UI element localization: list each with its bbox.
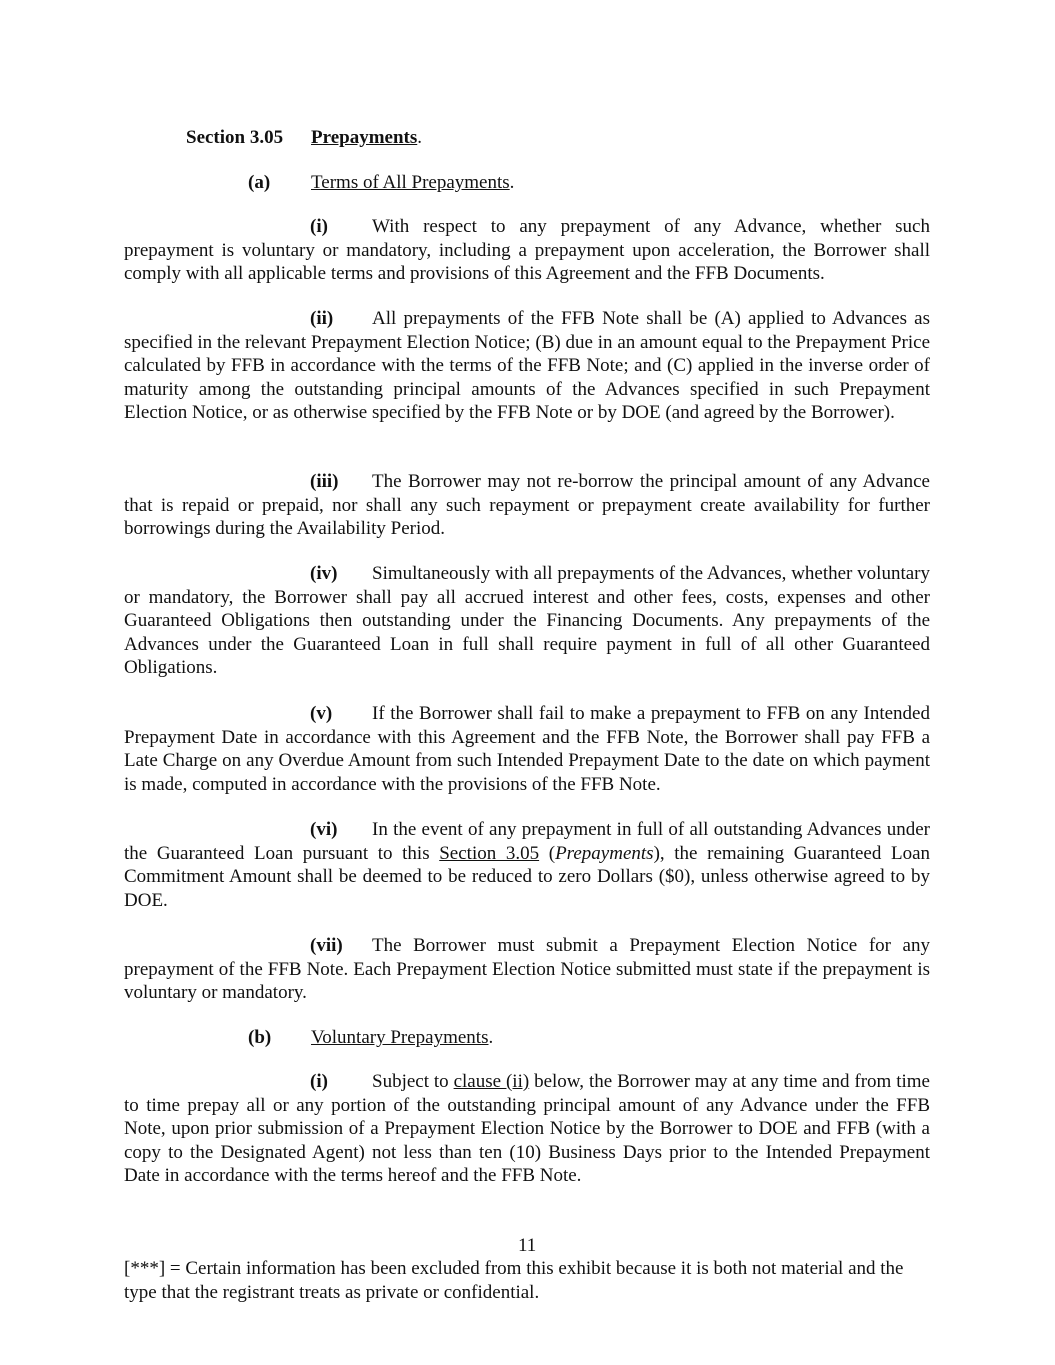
section-reference-italic: Prepayments: [555, 842, 654, 864]
subsection-b-title-text: Voluntary Prepayments: [311, 1027, 489, 1048]
paragraph-a-i: [124, 215, 930, 286]
subsection-a-title-text: Terms of All Prepayments: [311, 172, 510, 193]
section-number: Section 3.05: [186, 127, 284, 148]
paragraph-a-i-label: (i): [310, 216, 328, 237]
paragraph-a-vi-text-3: ), the remaining Guaranteed Loan Commitment Amount shall be deemed to be reduced to zero Dollars ($0), unless otherwise agreed to by DOE.: [124, 842, 931, 911]
subsection-b-label: (b): [248, 1027, 272, 1048]
paragraph-a-vii-label: (vii): [310, 935, 343, 956]
paragraph-a-iv: [124, 562, 930, 680]
paragraph-a-vii-text: The Borrower must submit a Prepayment Election Notice for any prepayment of the FFB Note. Each Prepayment Election Notice submitted must state if the prepayment is voluntary or mandatory.: [124, 935, 930, 1004]
paragraph-a-v-label: (v): [310, 703, 333, 724]
subsection-a-label: (a): [248, 172, 271, 193]
subsection-b-period: .: [488, 1027, 494, 1048]
subsection-b-title: [311, 1026, 493, 1050]
paragraph-b-i: [124, 1070, 930, 1188]
paragraph-a-vi: [124, 818, 930, 912]
paragraph-a-ii-label: (ii): [310, 308, 334, 329]
paragraph-a-v-text: If the Borrower shall fail to make a prepayment to FFB on any Intended Prepayment Date in accordance with this Agreement and the FFB Note, the Borrower shall pay FFB a Late Charge on any Overdue Amount from such Intended Prepayment Date to the date on which payment is made, computed in accordance with the provisions of the FFB Note.: [124, 703, 930, 795]
paragraph-a-iv-label: (iv): [310, 563, 338, 584]
paragraph-a-i-text: With respect to any prepayment of any Advance, whether such prepayment is voluntary or mandatory, including a prepayment upon acceleration, the Borrower shall comply with all applicable terms and provisions of this Agreement and the FFB Documents.: [124, 216, 930, 285]
section-title-period: .: [417, 127, 422, 148]
paragraph-a-iv-text: Simultaneously with all prepayments of the Advances, whether voluntary or mandatory, the Borrower shall pay all accrued interest and other fees, costs, expenses and other Guaranteed Obligations then outstanding under the Financing Documents. Any prepayments of the Advances under the Guaranteed Loan in full shall require payment in full of all other Guaranteed Obligations.: [124, 563, 930, 679]
page-number: 11: [518, 1235, 537, 1256]
paragraph-a-iii: [124, 470, 930, 541]
paragraph-a-vi-text-2: (: [539, 842, 556, 864]
paragraph-b-i-label: (i): [310, 1071, 328, 1092]
paragraph-a-iii-label: (iii): [310, 471, 339, 492]
clause-reference: clause (ii): [453, 1071, 530, 1092]
paragraph-a-vi-label: (vi): [310, 819, 338, 840]
paragraph-a-iii-text: The Borrower may not re-borrow the principal amount of any Advance that is repaid or prepaid, nor shall any such repayment or prepayment create availability for further borrowings during the Availability Period.: [124, 471, 930, 540]
paragraph-b-i-text-1: Subject to: [372, 1071, 454, 1092]
section-title: [311, 126, 422, 150]
section-title-text: Prepayments: [311, 127, 418, 148]
paragraph-a-vii: [124, 934, 930, 1005]
section-reference: Section 3.05: [439, 842, 540, 864]
paragraph-a-v: [124, 702, 930, 796]
paragraph-a-ii: [124, 307, 930, 425]
subsection-a-period: .: [509, 172, 515, 193]
paragraph-b-i-text-2: below, the Borrower may at any time and from time to time prepay all or any portion of the outstanding principal amount of any Advance under the FFB Note, upon prior submission of a Prepayment Election Notice by the Borrower to DOE and FFB (with a copy to the Designated Agent) not less than ten (10) Business Days prior to the Intended Prepayment Date in accordance with the terms hereof and the FFB Note.: [124, 1071, 930, 1187]
footer-note: [***] = Certain information has been excluded from this exhibit because it is both not material and the type that the registrant treats as private or confidential.: [124, 1258, 904, 1303]
subsection-a-title: [311, 171, 514, 195]
paragraph-a-vi-text-1: In the event of any prepayment in full of all outstanding Advances under the Guaranteed Loan pursuant to this: [124, 819, 930, 864]
paragraph-a-ii-text: All prepayments of the FFB Note shall be (A) applied to Advances as specified in the relevant Prepayment Election Notice; (B) due in an amount equal to the Prepayment Price calculated by FFB in accordance with the terms of the FFB Note; and (C) applied in the inverse order of maturity among the outstanding principal amounts of the Advances specified in such Prepayment Election Notice, or as otherwise specified by the FFB Note or by DOE (and agreed by the Borrower).: [124, 308, 930, 424]
